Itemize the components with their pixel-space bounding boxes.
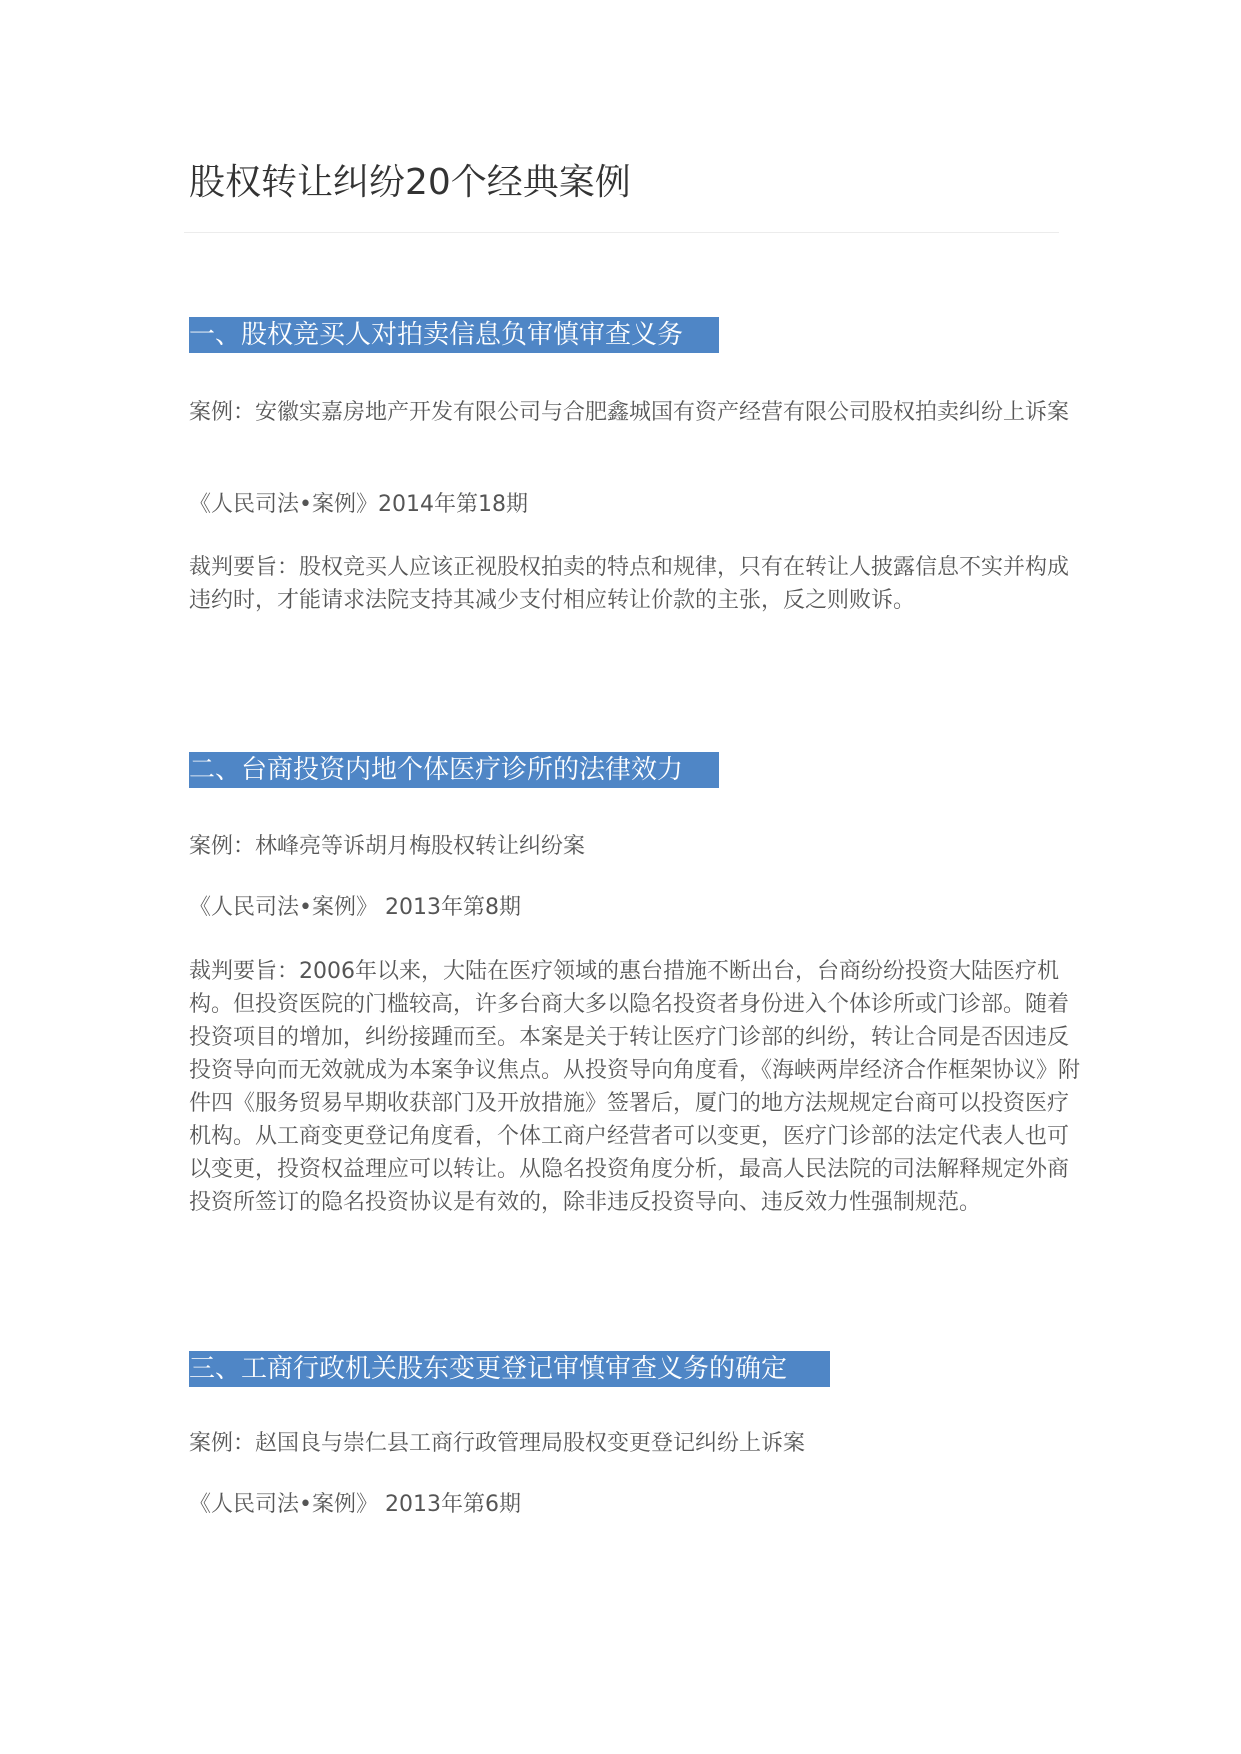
section-heading-2: 二、台商投资内地个体医疗诊所的法律效力: [189, 752, 719, 788]
section-2-source: 《人民司法•案例》 2013年第8期: [189, 895, 521, 920]
section-1-case: 案例：安徽实嘉房地产开发有限公司与合肥鑫城国有资产经营有限公司股权拍卖纠纷上诉案: [189, 400, 1070, 425]
section-1-summary: 裁判要旨：股权竞买人应该正视股权拍卖的特点和规律，只有在转让人披露信息不实并构成违约时，才能请求法院支持其减少支付相应转让价款的主张，反之则败诉。: [189, 555, 1070, 613]
section-heading-1: 一、股权竞买人对拍卖信息负审慎审查义务: [189, 317, 719, 353]
section-heading-3: 三、工商行政机关股东变更登记审慎审查义务的确定: [189, 1351, 830, 1387]
section-1-source: 《人民司法•案例》2014年第18期: [189, 492, 528, 517]
page-title: 股权转让纠纷20个经典案例: [189, 162, 631, 203]
section-2-summary: 裁判要旨：2006年以来，大陆在医疗领域的惠台措施不断出台，台商纷纷投资大陆医疗机构。但投资医院的门槛较高，许多台商大多以隐名投资者身份进入个体诊所或门诊部。随着投资项目的增加，纠纷接踵而至。本案是关于转让医疗门诊部的纠纷，转让合同是否因违反投资导向而无效就成为本案争议焦点。从投资导向角度看，《海峡两岸经济合作框架协议》附件四《服务贸易早期收获部门及开放措施》签署后，厦门的地方法规规定台商可以投资医疗机构。从工商变更登记角度看，个体工商户经营者可以变更，医疗门诊部的法定代表人也可以变更，投资权益理应可以转让。从隐名投资角度分析，最高人民法院的司法解释规定外商投资所签订的隐名投资协议是有效的，除非违反投资导向、违反效力性强制规范。: [189, 959, 1081, 1215]
section-2-case: 案例：林峰亮等诉胡月梅股权转让纠纷案: [189, 834, 586, 859]
section-3-source: 《人民司法•案例》 2013年第6期: [189, 1492, 521, 1517]
title-divider: [184, 232, 1059, 233]
section-3-case: 案例：赵国良与崇仁县工商行政管理局股权变更登记纠纷上诉案: [189, 1431, 806, 1456]
